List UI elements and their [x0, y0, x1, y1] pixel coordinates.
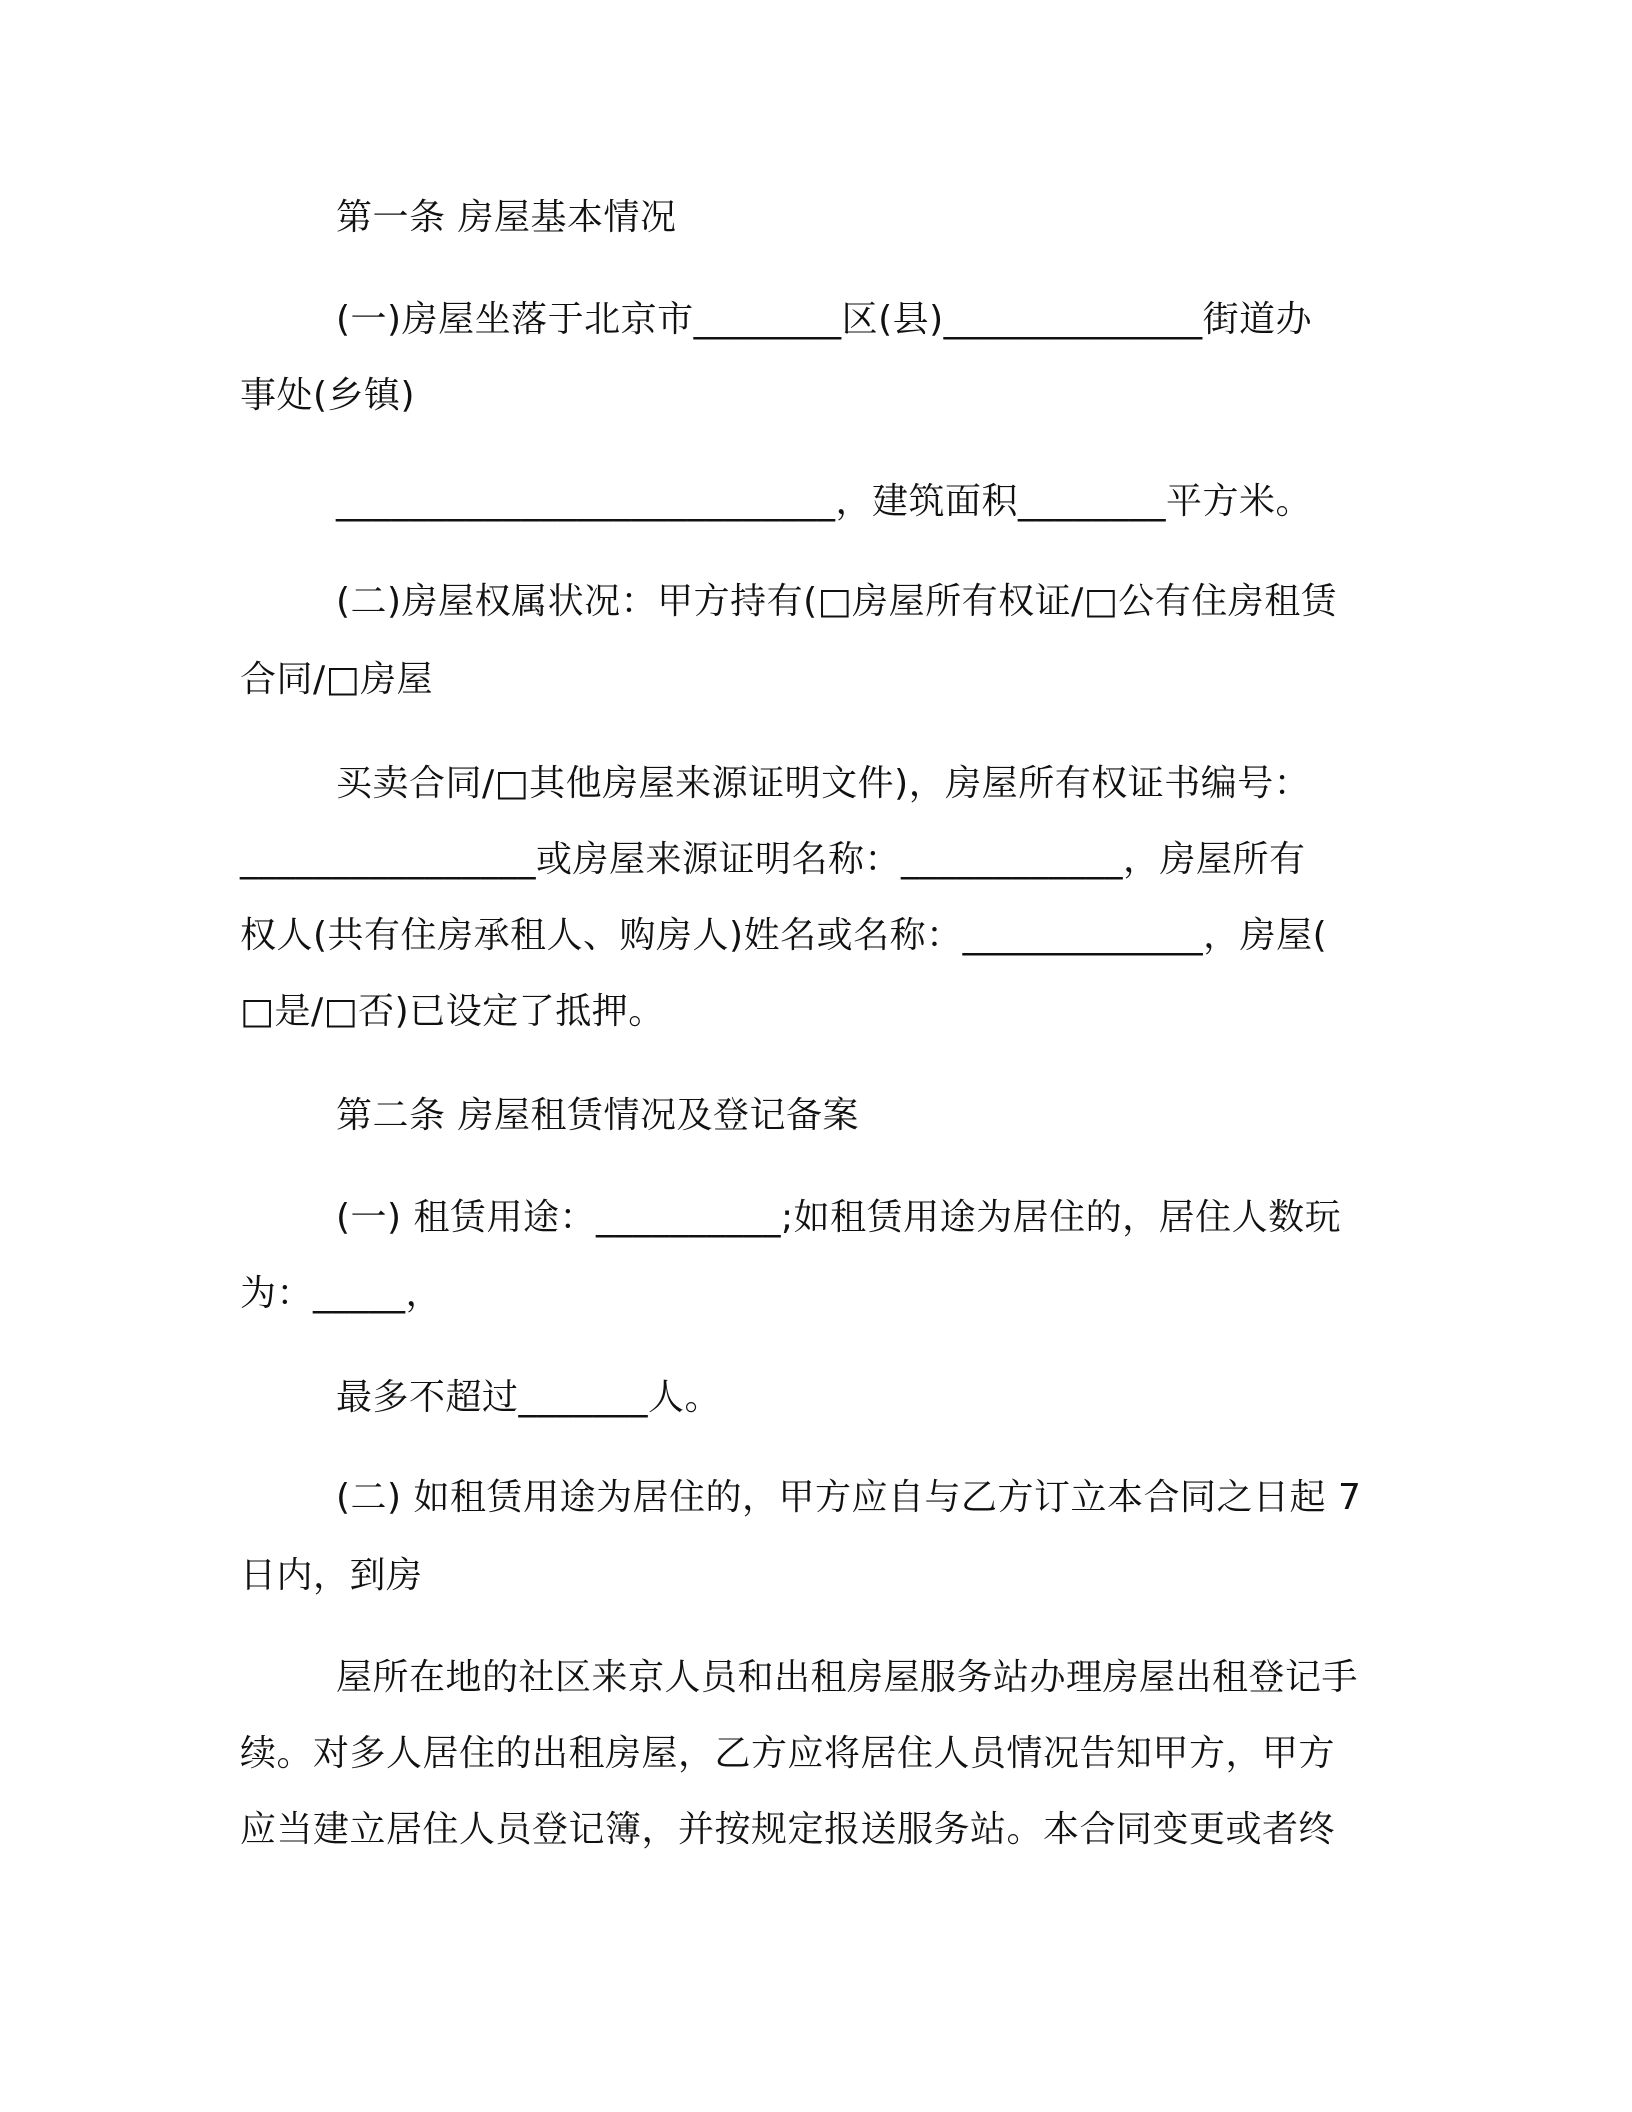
paragraph-line: ________________或房屋来源证明名称：____________，房屋所有	[240, 839, 1306, 880]
paragraph-line: 权人(共有住房承租人、购房人)姓名或名称：_____________，房屋(	[240, 915, 1328, 956]
paragraph-line: 最多不超过_______人。	[336, 1377, 722, 1418]
paragraph-line: (一)房屋坐落于北京市________区(县)______________街道办	[336, 299, 1313, 340]
paragraph-line: 日内，到房	[240, 1555, 423, 1596]
article-1-heading: 第一条 房屋基本情况	[336, 197, 677, 238]
paragraph-line: (二) 如租赁用途为居住的，甲方应自与乙方订立本合同之日起 7	[336, 1477, 1362, 1518]
article-2-heading: 第二条 房屋租赁情况及登记备案	[336, 1095, 859, 1136]
paragraph-line: 合同/□房屋	[240, 659, 434, 700]
paragraph-line: 为：_____，	[240, 1273, 443, 1314]
paragraph-line: (二)房屋权属状况：甲方持有(□房屋所有权证/□公有住房租赁	[336, 581, 1338, 622]
paragraph-line: 屋所在地的社区来京人员和出租房屋服务站办理房屋出租登记手	[336, 1657, 1359, 1698]
paragraph-line: ___________________________，建筑面积________平方米。	[336, 481, 1313, 522]
paragraph-line: 续。对多人居住的出租房屋，乙方应将居住人员情况告知甲方，甲方	[240, 1733, 1336, 1774]
paragraph-line: (一) 租赁用途：__________;如租赁用途为居住的，居住人数玩	[336, 1197, 1342, 1238]
paragraph-line: 事处(乡镇)	[240, 375, 416, 416]
paragraph-line: 应当建立居住人员登记簿，并按规定报送服务站。本合同变更或者终	[240, 1809, 1336, 1850]
paragraph-line: 买卖合同/□其他房屋来源证明文件)，房屋所有权证书编号：	[336, 763, 1311, 804]
paragraph-line: □是/□否)已设定了抵押。	[240, 991, 665, 1032]
